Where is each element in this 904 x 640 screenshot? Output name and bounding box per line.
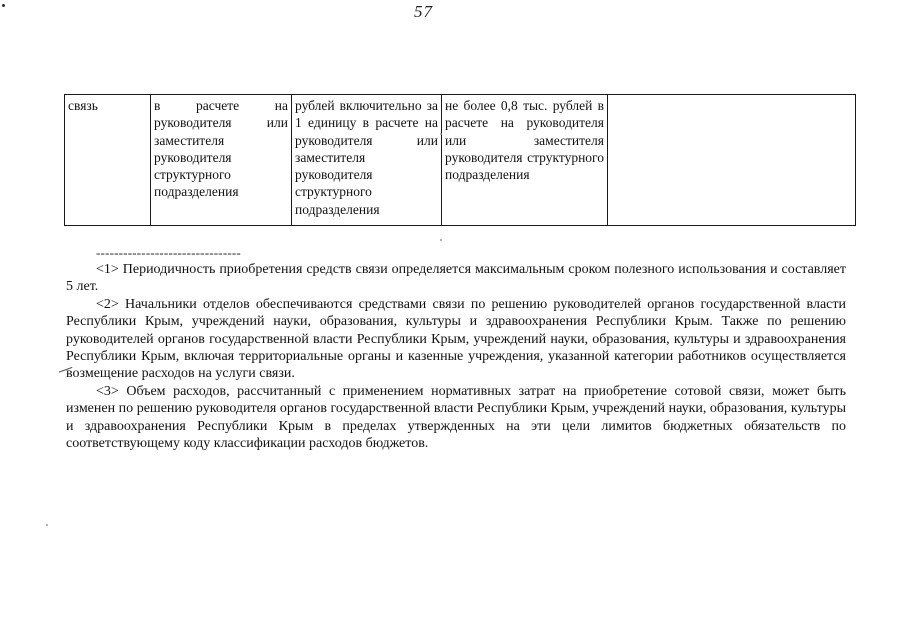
footnote-separator: -------------------------------- (96, 245, 241, 260)
cell-cost-limit: не более 0,8 тыс. рублей в расчете на руководителя или заместителя руководителя структурного подразделения (442, 95, 608, 226)
footnote-3: <3> Объем расходов, рассчитанный с применением нормативных затрат на приобретение сотовой связи, может быть изменен по решению руководителя органов государственной власти Республики Крым, учреждений науки, образования, культуры и здравоохранения Республики Крым в пределах утвержденных на эти цели лимитов бюджетных обязательств по соответствующему коду классификации расходов бюджетов. (66, 383, 846, 452)
table-row (65, 95, 856, 226)
scan-speck (440, 239, 442, 241)
scan-dot-mark (2, 4, 5, 7)
footnotes-block (66, 261, 846, 452)
page-number: 57 (414, 2, 433, 21)
cell-quantity-basis: в расчете на руководителя или заместителя руководителя структурного подразделения (151, 95, 292, 226)
cell-notes (608, 95, 856, 226)
scan-speck (46, 524, 48, 526)
scan-speck (440, 133, 442, 135)
cell-price-basis: рублей включительно за 1 единицу в расчете на руководителя или заместителя руководителя структурного подразделения (292, 95, 442, 226)
expense-norms-table (64, 94, 856, 226)
footnote-2: <2> Начальники отделов обеспечиваются средствами связи по решению руководителей органов государственной власти Республики Крым, учреждений науки, образования, культуры и здравоохранения Республики Крым. Также по решению руководителей органов государственной власти Республики Крым, учреждений науки, образования, культуры и здравоохранения Республики Крым, включая территориальные органы и казенные учреждения, указанной категории работников осуществляется возмещение расходов на услуги связи. (66, 296, 846, 382)
footnote-1: <1> Периодичность приобретения средств связи определяется максимальным сроком полезного использования и составляет 5 лет. (66, 262, 846, 295)
cell-category: связь (65, 95, 151, 226)
